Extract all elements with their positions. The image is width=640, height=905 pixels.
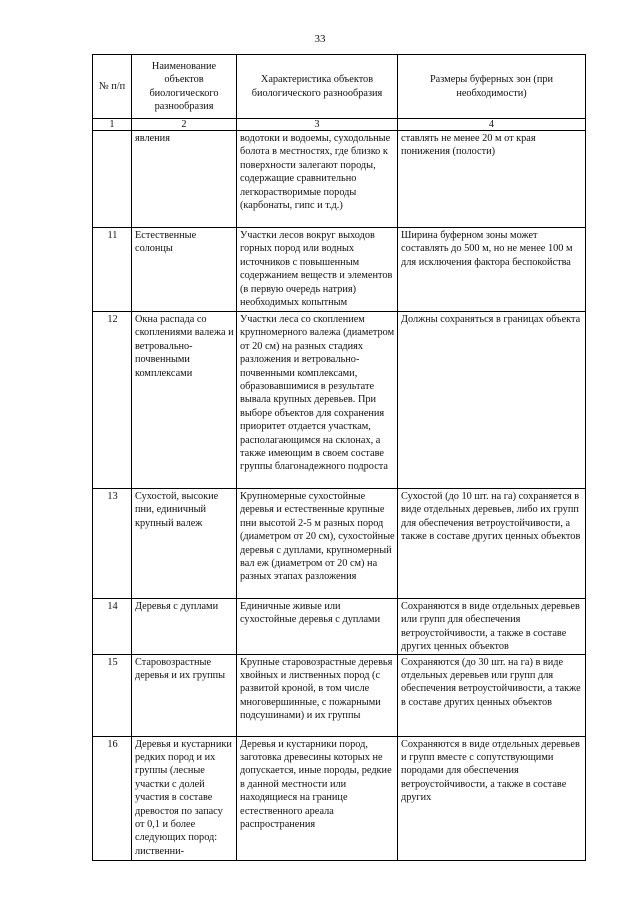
row-buffer-zone: Сохраняются в виде отдельных деревьев и групп вместе с сопутствующими породами для обеспечения ветроустойчивости, а также в составе других xyxy=(398,736,586,860)
row-buffer-zone: Ширина буферном зоны может составлять до 500 м, но не менее 100 м для исключения фактора беспокойства xyxy=(398,228,586,312)
row-number xyxy=(93,131,132,228)
table-row xyxy=(93,489,586,599)
page-number: 33 xyxy=(314,33,326,45)
row-characteristic: Участки леса со скоплением крупномерного валежа (диаметром от 20 см) на разных стадиях разложения и ветровально-почвенными комплексами, образовавшимися в результате вывала крупных деревьев. При выборе объектов для сохранения приоритет отдается участкам, располагающимся на склонах, а также имеющим в своем составе группы благонадежного подроста xyxy=(237,312,398,489)
column-number: 1 xyxy=(93,119,132,131)
table-row xyxy=(93,654,586,736)
row-object-name: явления xyxy=(132,131,237,228)
row-buffer-zone: Сохраняются в виде отдельных деревьев или групп для обеспечения ветроустойчивости, а также в составе других ценных объектов xyxy=(398,599,586,655)
column-number: 4 xyxy=(398,119,586,131)
row-number: 13 xyxy=(93,489,132,599)
table-row xyxy=(93,131,586,228)
row-buffer-zone: Сухостой (до 10 шт. на га) сохраняется в виде отдельных деревьев, либо их групп для обеспечения ветроустойчивости, а также в составе других ценных объектов xyxy=(398,489,586,599)
column-numbers-row xyxy=(93,119,586,131)
header-buffer-zone: Размеры буферных зон (при необходимости) xyxy=(398,55,586,119)
row-characteristic: водотоки и водоемы, суходольные болота в местностях, где близко к поверхности залегают породы, содержащие сравнительно легкорастворимые породы (карбонаты, гипс и т.д.) xyxy=(237,131,398,228)
table-row xyxy=(93,312,586,489)
header-number: № п/п xyxy=(93,55,132,119)
row-number: 14 xyxy=(93,599,132,655)
table-row xyxy=(93,736,586,860)
row-object-name: Естественные солонцы xyxy=(132,228,237,312)
row-buffer-zone: ставлять не менее 20 м от края понижения (полости) xyxy=(398,131,586,228)
biodiversity-table xyxy=(92,54,586,861)
table-row xyxy=(93,228,586,312)
row-characteristic: Деревья и кустарники пород, заготовка древесины которых не допускается, иные породы, редкие в данной местности или находящиеся на границе естественного ареала распространения xyxy=(237,736,398,860)
row-characteristic: Крупномерные сухостойные деревья и естественные крупные пни высотой 2-5 м разных пород (диаметром от 20 см), сухостойные деревья с дуплами, крупномерный вал еж (диаметром от 20 см) на разных этапах разложения xyxy=(237,489,398,599)
row-number: 15 xyxy=(93,654,132,736)
row-object-name: Сухостой, высокие пни, единичный крупный валеж xyxy=(132,489,237,599)
row-characteristic: Участки лесов вокруг выходов горных пород или водных источников с повышенным содержанием веществ и элементов (в первую очередь натрия) необходимых копытным xyxy=(237,228,398,312)
table-header-row xyxy=(93,55,586,119)
row-number: 16 xyxy=(93,736,132,860)
row-object-name: Деревья и кустарники редких пород и их группы (лесные участки с долей участия в составе древостоя по запасу от 0,1 и более следующих пород: лиственни- xyxy=(132,736,237,860)
row-number: 11 xyxy=(93,228,132,312)
row-object-name: Старовозрастные деревья и их группы xyxy=(132,654,237,736)
row-number: 12 xyxy=(93,312,132,489)
column-number: 2 xyxy=(132,119,237,131)
row-buffer-zone: Должны сохраняться в границах объекта xyxy=(398,312,586,489)
row-object-name: Деревья с дуплами xyxy=(132,599,237,655)
table-row xyxy=(93,599,586,655)
column-number: 3 xyxy=(237,119,398,131)
row-buffer-zone: Сохраняются (до 30 шт. на га) в виде отдельных деревьев или групп для обеспечения ветроустойчивости, а также в составе других ценных объектов xyxy=(398,654,586,736)
row-characteristic: Единичные живые или сухостойные деревья с дуплами xyxy=(237,599,398,655)
header-object-name: Наименование объектов биологического разнообразия xyxy=(132,55,237,119)
row-characteristic: Крупные старовозрастные деревья хвойных и лиственных пород (с развитой кроной, в том числе многовершинные, с пожарными подсушинами) и их группы xyxy=(237,654,398,736)
row-object-name: Окна распада со скоплениями валежа и ветровально-почвенными комплексами xyxy=(132,312,237,489)
header-characteristic: Характеристика объектов биологического разнообразия xyxy=(237,55,398,119)
